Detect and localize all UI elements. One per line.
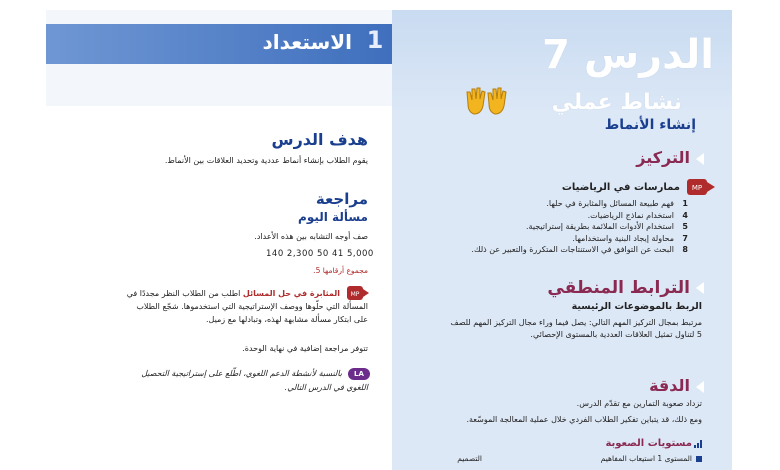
objective-heading: هدف الدرس (271, 130, 368, 149)
coherence-text: مرتبط بمجال التركيز المهم التالي: يصل فيما وراء مجال التركيز المهم للصف 5 لتناول تمثيل العلاقات العددية بالمستوى الإحصائي. (450, 318, 702, 339)
problem-prompt: صف أوجه التشابه بين هذه الأعداد. (254, 232, 368, 241)
list-item: 1 فهم طبيعة المسائل والمثابرة في حلها. (546, 199, 688, 208)
level-value: التصميم (457, 454, 482, 463)
coherence-heading: الترابط المنطقي (547, 278, 704, 298)
svg-text:MP: MP (691, 184, 703, 192)
coherence-subheading: الربط بالموضوعات الرئيسية (571, 301, 702, 312)
lesson-title: الدرس 7 (542, 32, 714, 78)
activity-title: نشاط عملي (551, 90, 682, 115)
levels-title: مستويات الصعوبة (605, 438, 692, 449)
hands-icon (464, 84, 510, 118)
triangle-icon (696, 153, 704, 165)
persevere-text-cont: المسألة التي حلّوها ووصف الإستراتيجية التي استخدموها. شجّع الطلاب على ابتكار مسألة مشابهة لهذه، وتبادلها مع زميل. (136, 302, 368, 324)
problem-numbers: 140 2,300 50 41 5,000 (266, 249, 374, 259)
textbook-page (46, 10, 732, 470)
list-item: 8 البحث عن التوافق في الاستنتاجات المتكررة والتعبير عن ذلك. (471, 245, 688, 254)
answer-note: مجموع أرقامها 5. (313, 266, 368, 275)
prep-bar (46, 24, 392, 64)
svg-text:MP: MP (350, 291, 360, 298)
persevere-text: المثابرة في حل المسائل اطلب من الطلاب النظر مجددًا في (126, 289, 340, 298)
list-item: 5 استخدام الأدوات الملائمة بطريقة إستراتيجية. (525, 222, 688, 231)
prep-title: الاستعداد (262, 30, 352, 54)
list-item: 7 محاولة إيجاد البنية واستخدامها. (572, 233, 688, 243)
lesson-header-band (392, 10, 732, 115)
practice-list (428, 198, 688, 256)
rigor-heading: الدقة (649, 376, 704, 395)
triangle-icon (696, 381, 704, 393)
language-support-text-cont: اللغوي في الدرس التالي. (284, 383, 368, 392)
language-support-text: بالنسبة لأنشطة الدعم اللغوي، اطّلع على إستراتيجية التحصيل (141, 369, 342, 378)
lesson-sidebar (392, 10, 732, 470)
level-row: المستوى 1 استيعاب المفاهيم (601, 454, 702, 463)
rigor-text: تزداد صعوبة التمارين مع تقدّم الدرس. ومع ذلك، قد يتباين تفكير الطلاب الفردي خلال عملية المعالجة الموسّعة. (466, 399, 702, 424)
list-item: 4 استخدام نماذج الرياضيات. (587, 210, 688, 220)
triangle-icon (696, 282, 704, 294)
lesson-subtitle: إنشاء الأنماط (604, 117, 696, 133)
la-badge: LA (348, 368, 370, 380)
focus-heading: التركيز (636, 148, 704, 167)
extra-review: تتوفر مراجعة إضافية في نهاية الوحدة. (242, 344, 368, 353)
bar-chart-icon (694, 440, 702, 448)
objective-text: يقوم الطلاب بإنشاء أنماط عددية وتحديد العلاقات بين الأنماط. (164, 156, 368, 165)
prep-number: 1 (366, 26, 384, 54)
review-heading: مراجعة (315, 190, 368, 208)
bullet-icon (696, 456, 702, 462)
prep-header-area (46, 10, 392, 106)
problem-heading: مسألة اليوم (298, 210, 368, 224)
math-practice-icon (686, 176, 716, 198)
practice-title: ممارسات في الرياضيات (561, 182, 680, 193)
